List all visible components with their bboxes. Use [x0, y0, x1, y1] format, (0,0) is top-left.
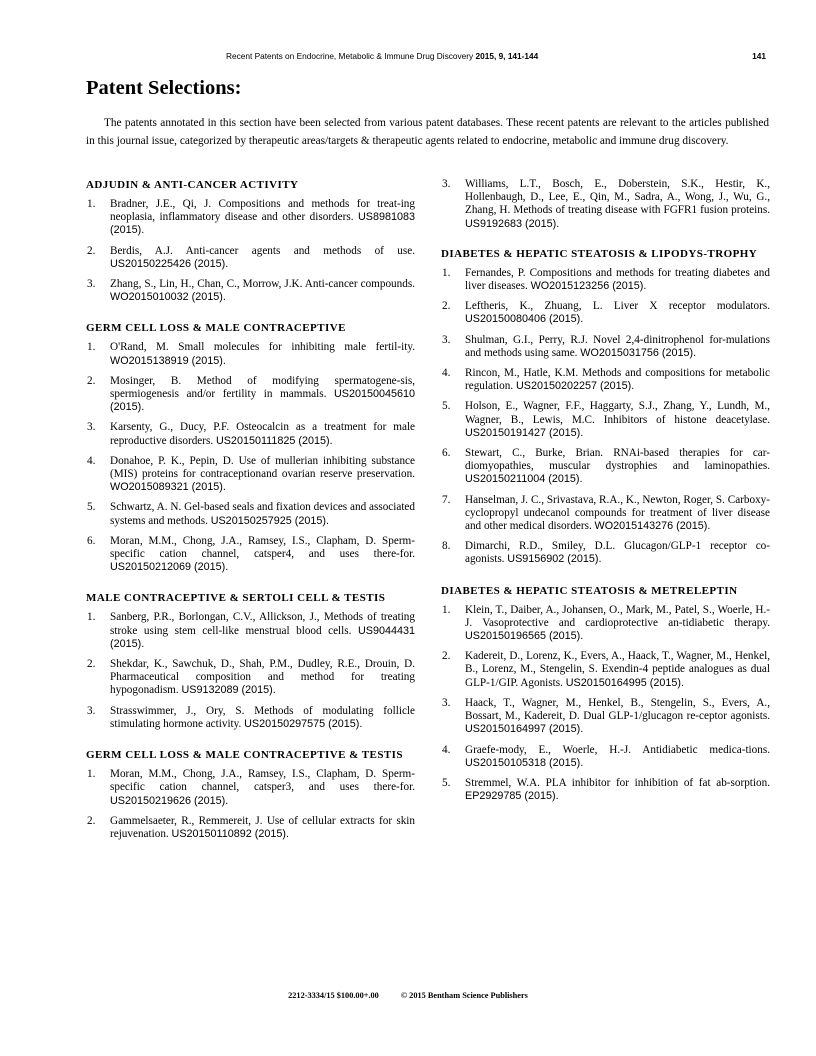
entry-citation: Shulman, G.I., Perry, R.J. Novel 2,4-dinitrophenol for-mulations and methods using same. [465, 333, 770, 359]
section-heading: MALE CONTRACEPTIVE & SERTOLI CELL & TESTIS [86, 592, 386, 605]
patent-entry [441, 494, 770, 534]
entry-citation: Sanberg, P.R., Borlongan, C.V., Allickson, J., Methods of treating stroke using stem cell-like menstrual blood cells. [110, 611, 415, 637]
page-title: Patent Selections: [86, 77, 242, 99]
patent-number: US20150191427 (2015). [465, 426, 584, 439]
patent-list [86, 611, 415, 731]
entry-citation: Leftheris, K., Zhuang, L. Liver X receptor modulators. [465, 300, 770, 313]
entry-number: 8. [442, 540, 451, 553]
patent-number: US20150212069 (2015). [110, 561, 229, 574]
patent-entry [86, 198, 415, 238]
entry-citation: Williams, L.T., Bosch, E., Doberstein, S.K., Hestir, K., Hollenbaugh, D., Lee, E., Qin, M., Sadra, A., Wong, J., Wu, G., Zhang, H. Methods of treating disease with FGFR1 fusion proteins. [465, 178, 770, 217]
entry-citation: Dimarchi, R.D., Smiley, D.L. Glucagon/GLP-1 receptor co-agonists. [465, 540, 770, 566]
section-heading: GERM CELL LOSS & MALE CONTRACEPTIVE & TESTIS [86, 749, 403, 762]
journal-citation: Recent Patents on Endocrine, Metabolic & Immune Drug Discovery 2015, 9, 141-144 [226, 51, 539, 61]
entry-number: 7. [442, 493, 451, 506]
patent-number: US20150164997 (2015). [465, 723, 584, 736]
entry-number: 4. [87, 454, 96, 467]
left-column [86, 178, 415, 841]
patent-number: US8981083 (2015). [110, 211, 416, 237]
section-heading: GERM CELL LOSS & MALE CONTRACEPTIVE [86, 322, 346, 335]
entry-number: 3. [87, 704, 96, 717]
entry-citation: Graefe-mody, E., Woerle, H.-J. Antidiabetic medica-tions. [465, 743, 770, 756]
patent-list [86, 198, 415, 304]
patent-entry [86, 535, 415, 575]
entry-citation: Donahoe, P. K., Pepin, D. Use of mullerian inhibiting substance (MIS) proteins for contraceptionand ovarian reserve preservation. [110, 454, 415, 481]
patent-number: US20150111825 (2015). [215, 434, 333, 447]
entry-number: 2. [442, 300, 451, 313]
section-heading: DIABETES & HEPATIC STEATOSIS & LIPODYS-TROPHY [441, 247, 758, 260]
patent-entry [441, 650, 770, 690]
entry-citation: Karsenty, G., Ducy, P.F. Osteocalcin as a treatment for male reproductive disorders. [110, 421, 415, 447]
entry-number: 2. [442, 650, 451, 663]
page-number: 141 [752, 51, 766, 61]
patent-entry [441, 540, 770, 566]
patent-section [86, 591, 415, 731]
patent-number: US9192683 (2015). [465, 217, 560, 230]
patent-list [441, 267, 770, 567]
entry-number: 4. [442, 743, 451, 756]
entry-citation: Klein, T., Daiber, A., Johansen, O., Mark, M., Patel, S., Woerle, H.-J. Vasoprotective and cardioprotective an-tidiabetic therapy. [465, 603, 770, 629]
patent-number: WO2015123256 (2015). [530, 280, 647, 293]
patent-number: US20150257925 (2015). [210, 514, 329, 527]
patent-number: WO2015010032 (2015). [110, 291, 226, 304]
patent-entry [441, 300, 770, 326]
patent-number: US20150196565 (2015). [465, 630, 584, 643]
entry-number: 4. [442, 367, 451, 380]
entry-citation: Moran, M.M., Chong, J.A., Ramsey, I.S., Clapham, D. Sperm-specific cation channel, catsper4, and uses there-for. [110, 534, 415, 561]
patent-number: WO2015143276 (2015). [594, 520, 711, 533]
patent-entry [86, 455, 415, 495]
issn-price: 2212-3334/15 $100.00+.00 [288, 991, 379, 1000]
patent-section [86, 178, 415, 304]
patent-number: US20150211004 (2015). [465, 473, 583, 486]
patent-section [441, 247, 770, 567]
patent-number: US20150110892 (2015). [171, 827, 289, 840]
entry-number: 1. [87, 198, 96, 210]
patent-entry [441, 400, 770, 440]
entry-number: 2. [87, 244, 96, 257]
patent-entry [441, 334, 770, 360]
entry-number: 1. [442, 266, 451, 279]
patent-list [86, 341, 415, 574]
entry-number: 3. [442, 333, 451, 346]
entry-citation: Bradner, J.E., Qi, J. Compositions and methods for treat-ing neoplasia, inflammatory disease and other disorders. [110, 198, 415, 224]
patent-entry [86, 815, 415, 841]
page-footer [0, 991, 816, 1000]
entry-number: 2. [87, 814, 96, 827]
patent-entry [86, 501, 415, 527]
patent-entry [86, 341, 415, 367]
patent-list [441, 604, 770, 804]
intro-paragraph: The patents annotated in this section have been selected from various patent databases. These recent patents are relevant to the articles published in this journal issue, categorized by therapeutic areas/targets & therapeutic agents related to endocrine, metabolic and immune drug discovery. [86, 117, 769, 147]
patent-section [86, 748, 415, 841]
patent-entry [441, 604, 770, 644]
entry-citation: Hanselman, J. C., Srivastava, R.A., K., Newton, Roger, S. Carboxy-cyclopropyl undecanol compounds for treatment of liver disease and other medical disorders. [465, 493, 770, 533]
copyright: © 2015 Bentham Science Publishers [400, 991, 528, 1000]
patent-number: US20150105318 (2015). [465, 756, 584, 769]
entry-citation: Strasswimmer, J., Ory, S. Methods of modulating follicle stimulating hormone activity. [110, 704, 415, 730]
entry-number: 3. [442, 696, 451, 709]
entry-citation: Schwartz, A. N. Gel-based seals and fixation devices and associated systems and methods. [110, 501, 415, 527]
entry-number: 6. [87, 534, 96, 547]
entry-number: 3. [442, 178, 451, 190]
patent-number: WO2015031756 (2015). [580, 346, 697, 359]
patent-number: US9044431 (2015). [110, 624, 415, 650]
patent-number: WO2015089321 (2015). [110, 481, 226, 494]
entry-number: 3. [87, 421, 96, 434]
entry-citation: O'Rand, M. Small molecules for inhibiting male fertil-ity. [110, 341, 415, 354]
patent-number: US9156902 (2015). [507, 553, 602, 566]
patent-entry [86, 278, 415, 304]
patent-section [86, 321, 415, 574]
patent-number: US20150219626 (2015). [110, 794, 229, 807]
patent-entry [441, 367, 770, 393]
patent-entry [441, 697, 770, 737]
entry-citation: Mosinger, B. Method of modifying spermatogene-sis, spermiogenesis and/or fertility in mammals. [110, 374, 415, 401]
patent-entry [441, 777, 770, 803]
running-header [86, 51, 766, 63]
entry-number: 2. [87, 658, 96, 671]
patent-entry [86, 658, 415, 698]
entry-citation: Fernandes, P. Compositions and methods for treating diabetes and liver diseases. [465, 266, 770, 293]
entry-number: 1. [87, 341, 96, 354]
entry-number: 6. [442, 447, 451, 460]
patent-entry [441, 178, 770, 231]
patent-section [441, 584, 770, 804]
patent-number: US20150225426 (2015). [110, 257, 229, 270]
entry-number: 1. [442, 603, 451, 616]
patent-entry [86, 768, 415, 808]
patent-list [86, 768, 415, 841]
entry-number: 5. [442, 400, 451, 413]
patent-entry [86, 375, 415, 415]
patent-entry [86, 705, 415, 731]
entry-number: 1. [87, 768, 96, 781]
patent-number: US20150045610 (2015). [110, 388, 416, 414]
entry-number: 3. [87, 278, 96, 291]
entry-citation: Holson, E., Wagner, F.F., Haggarty, S.J., Zhang, Y., Lundh, M., Wagner, B., Lewis, M.C. Inhibitors of histone deacetylase. [465, 400, 770, 426]
entry-number: 5. [87, 501, 96, 514]
entry-citation: Moran, M.M., Chong, J.A., Ramsey, I.S., Clapham, D. Sperm-specific cation channel, catsper3, and uses there-for. [110, 768, 415, 794]
patent-number: WO2015138919 (2015). [110, 354, 226, 367]
patent-list [441, 178, 770, 231]
patent-entry [86, 421, 415, 447]
patent-number: US20150297575 (2015). [244, 717, 363, 730]
right-column [441, 178, 770, 803]
entry-citation: Berdis, A.J. Anti-cancer agents and methods of use. [110, 244, 415, 257]
section-heading: ADJUDIN & ANTI-CANCER ACTIVITY [86, 179, 299, 191]
entry-citation: Kadereit, D., Lorenz, K., Evers, A., Haack, T., Wagner, M., Henkel, B., Lorenz, M., Stengelin, S. Exendin-4 peptide analogues as dual GLP-1/GIP. Agonists. [465, 650, 770, 689]
patent-number: US20150164995 (2015). [565, 676, 684, 689]
entry-citation: Shekdar, K., Sawchuk, D., Shah, P.M., Dudley, R.E., Drouin, D. Pharmaceutical composition and method for treating hypogonadism. [110, 658, 415, 697]
patent-number: US20150202257 (2015). [515, 380, 635, 393]
entry-citation: Gammelsaeter, R., Remmereit, J. Use of cellular extracts for skin rejuvenation. [110, 814, 415, 840]
patent-entry [441, 744, 770, 770]
section-heading: DIABETES & HEPATIC STEATOSIS & METRELEPTIN [441, 584, 738, 597]
entry-citation: Stremmel, W.A. PLA inhibitor for inhibition of fat ab-sorption. [465, 776, 770, 789]
entry-number: 5. [442, 776, 451, 789]
entry-citation: Haack, T., Wagner, M., Henkel, B., Stengelin, S., Evers, A., Bossart, M., Kadereit, D. Dual GLP-1/glucagon re-ceptor agonists. [465, 696, 770, 723]
patent-entry [86, 611, 415, 651]
entry-number: 2. [87, 374, 96, 387]
entry-citation: Zhang, S., Lin, H., Chan, C., Morrow, J.K. Anti-cancer compounds. [110, 278, 415, 291]
patent-entry [441, 447, 770, 487]
patent-number: EP2929785 (2015). [465, 790, 559, 803]
entry-number: 1. [87, 611, 96, 624]
entry-citation: Rincon, M., Hatle, K.M. Methods and compositions for metabolic regulation. [465, 367, 770, 393]
patent-number: US20150080406 (2015). [465, 313, 584, 326]
patent-entry [86, 245, 415, 271]
entry-citation: Stewart, C., Burke, Brian. RNAi-based therapies for car-diomyopathies, muscular dystrophies and laminopathies. [465, 447, 770, 473]
patent-entry [441, 267, 770, 293]
patent-number: US9132089 (2015). [181, 684, 276, 697]
